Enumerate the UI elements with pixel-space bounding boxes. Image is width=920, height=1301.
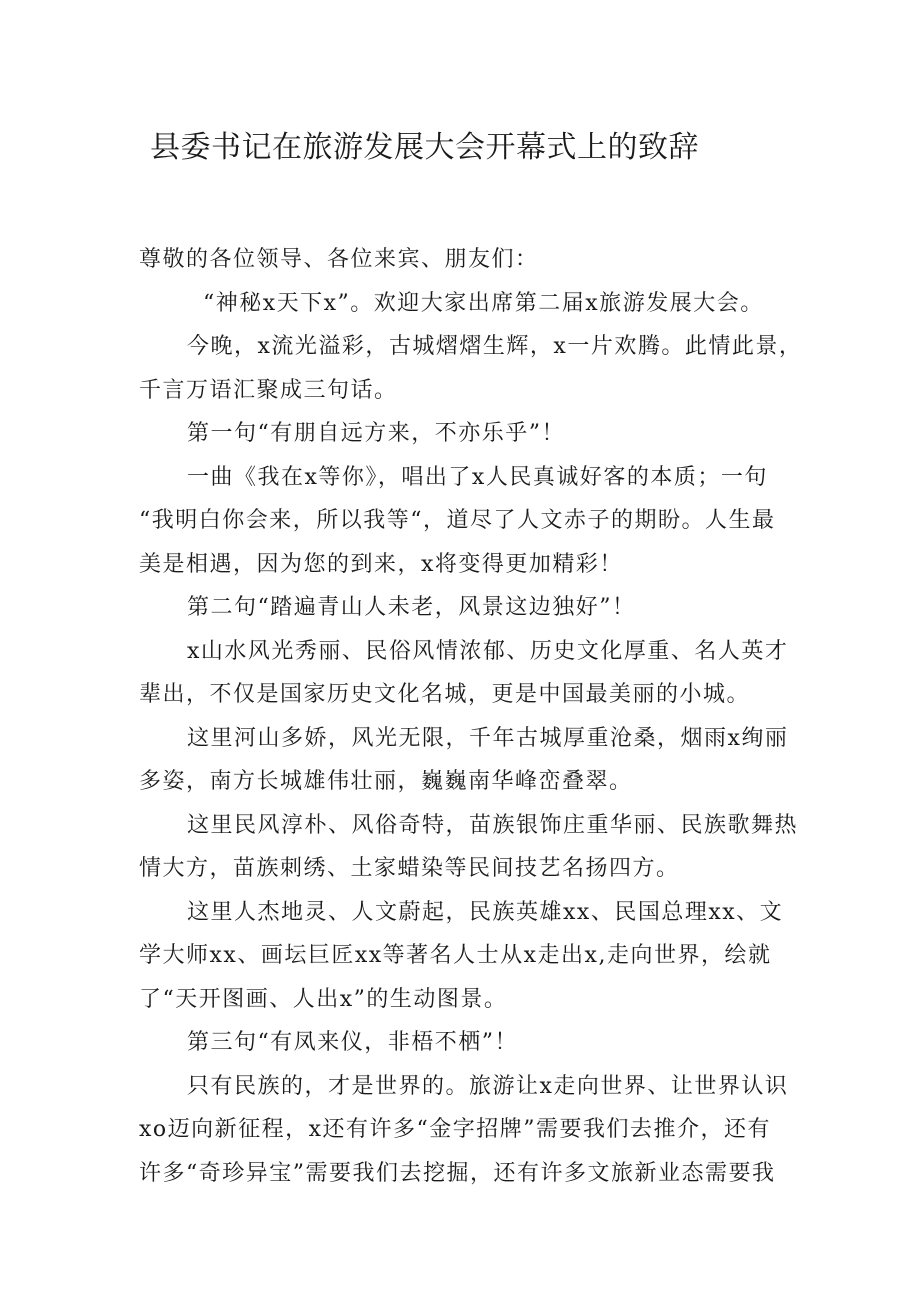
body-line: 多姿，南方长城雄伟壮丽，巍巍南华峰峦叠翠。	[139, 769, 633, 794]
body-line: 这里河山多娇，风光无限，千年古城厚重沧桑，烟雨x绚丽	[187, 725, 789, 751]
body-line: 辈出，不仅是国家历史文化名城，更是中国最美丽的小城。	[139, 682, 751, 707]
document-title: 县委书记在旅游发展大会开幕式上的致辞	[150, 130, 699, 165]
body-line: 第三句“有凤来仪，非梧不栖”！	[187, 1030, 518, 1055]
body-line: 一曲《我在x等你》，唱出了x人民真诚好客的本质；一句	[187, 464, 768, 490]
body-line: 这里人杰地灵、人文蔚起，民族英雄xx、民国总理xx、文	[187, 899, 784, 925]
body-line: x山水风光秀丽、民俗风情浓郁、历史文化厚重、名人英才	[187, 638, 789, 664]
body-line: 第一句“有朋自远方来，不亦乐乎”！	[187, 421, 565, 446]
body-line: 今晚，x流光溢彩，古城熠熠生辉，x一片欢腾。此情此景，	[187, 334, 803, 359]
body-line: 美是相遇，因为您的到来，x将变得更加精彩！	[139, 551, 623, 577]
body-line: 这里民风淳朴、风俗奇特，苗族银饰庄重华丽、民族歌舞热	[187, 812, 799, 838]
body-line: “神秘x天下x”。欢迎大家出席第二届x旅游发展大会。	[203, 290, 764, 316]
body-line: 只有民族的，才是世界的。旅游让x走向世界、让世界认识	[187, 1073, 789, 1099]
body-line: 许多“奇珍异宝”需要我们去挖掘，还有许多文旅新业态需要我	[139, 1160, 776, 1186]
body-line: 第二句“踏遍青山人未老，风景这边独好”！	[187, 595, 636, 620]
body-line: 学大师xx、画坛巨匠xx等著名人士从x走出x,走向世界，绘就	[139, 943, 772, 968]
body-line: 情大方，苗族刺绣、土家蜡染等民间技艺名扬四方。	[139, 856, 680, 881]
body-line: 千言万语汇聚成三句话。	[139, 377, 398, 403]
body-line: xo迈向新征程，x还有许多“金字招牌”需要我们去推介，还有	[139, 1117, 772, 1142]
body-line: “我明白你会来，所以我等“，道尽了人文赤子的期盼。人生最	[139, 508, 776, 533]
body-line: 尊敬的各位领导、各位来宾、朋友们：	[139, 247, 539, 272]
speech-body	[139, 238, 803, 1195]
body-line: 了“天开图画、人出x”的生动图景。	[139, 986, 508, 1012]
